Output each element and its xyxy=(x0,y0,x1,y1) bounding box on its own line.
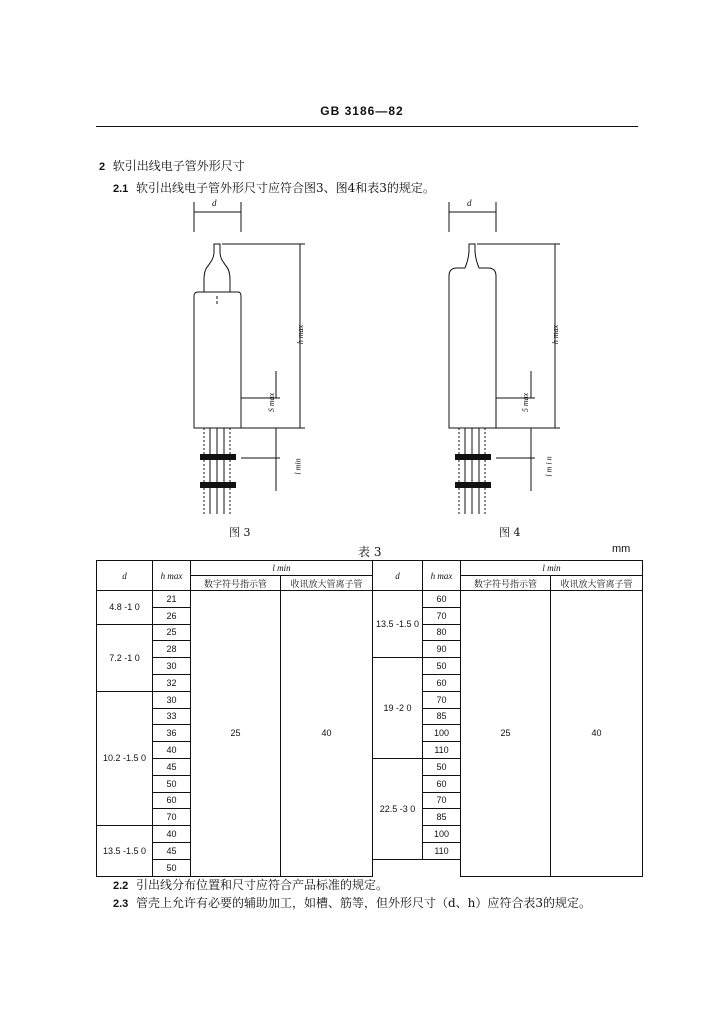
d-cell-right: 22.5 -3 0 xyxy=(373,758,423,859)
h-cell: 40 xyxy=(153,826,191,843)
h-cell-right: 85 xyxy=(423,809,461,826)
figure-3-drawing xyxy=(180,196,330,521)
sub-amplifier: 收讯放大管离子管 xyxy=(281,576,373,591)
col-d-right: d xyxy=(373,561,423,591)
h-cell-right: 60 xyxy=(423,775,461,792)
table-3 xyxy=(96,560,643,877)
h-cell: 36 xyxy=(153,725,191,742)
h-cell-right: 100 xyxy=(423,826,461,843)
h-cell: 30 xyxy=(153,691,191,708)
fig3-caption: 图 3 xyxy=(229,526,251,539)
fig4-d-label: d xyxy=(467,198,472,208)
figure-4-drawing xyxy=(435,196,585,521)
section-heading: 2 软引出线电子管外形尺寸 xyxy=(99,159,245,173)
h-cell: 30 xyxy=(153,658,191,675)
l-amplifier-cell: 40 xyxy=(281,591,373,877)
h-cell: 26 xyxy=(153,607,191,624)
h-cell-right: 80 xyxy=(423,624,461,641)
h-cell: 33 xyxy=(153,708,191,725)
h-cell: 28 xyxy=(153,641,191,658)
d-cell: 4.8 -1 0 xyxy=(97,591,153,625)
l-amplifier-cell-right: 40 xyxy=(551,591,643,877)
h-cell-right: 60 xyxy=(423,591,461,608)
d-cell-right: 13.5 -1.5 0 xyxy=(373,591,423,658)
h-cell-right: 70 xyxy=(423,792,461,809)
h-cell-right: 70 xyxy=(423,607,461,624)
h-cell-right: 60 xyxy=(423,674,461,691)
h-cell: 45 xyxy=(153,758,191,775)
page-header: GB 3186—82 xyxy=(320,104,404,118)
h-cell: 25 xyxy=(153,624,191,641)
fig4-caption: 图 4 xyxy=(499,526,521,539)
h-cell-right: 110 xyxy=(423,742,461,759)
h-cell: 50 xyxy=(153,859,191,876)
h-cell-right: 85 xyxy=(423,708,461,725)
l-indicator-cell-right: 25 xyxy=(461,591,551,877)
paragraph-2-1: 2.1 软引出线电子管外形尺寸应符合图3、图4和表3的规定。 xyxy=(113,181,435,195)
d-cell: 7.2 -1 0 xyxy=(97,624,153,691)
d-cell: 13.5 -1.5 0 xyxy=(97,826,153,876)
fig3-l-label: l min xyxy=(293,458,303,475)
col-h: h max xyxy=(153,561,191,591)
h-cell-right: 70 xyxy=(423,691,461,708)
h-cell: 70 xyxy=(153,809,191,826)
h-cell-right: 50 xyxy=(423,758,461,775)
h-cell: 45 xyxy=(153,842,191,859)
h-cell: 40 xyxy=(153,742,191,759)
col-d: d xyxy=(97,561,153,591)
sub-indicator: 数字符号指示管 xyxy=(191,576,281,591)
table-unit: mm xyxy=(612,543,631,555)
table-row xyxy=(97,591,643,608)
h-cell-right: 50 xyxy=(423,658,461,675)
fig3-s-label: S max xyxy=(267,392,277,413)
h-cell-right: 110 xyxy=(423,842,461,859)
h-cell: 32 xyxy=(153,674,191,691)
h-cell-right: 90 xyxy=(423,641,461,658)
d-cell: 10.2 -1.5 0 xyxy=(97,691,153,825)
paragraph-2-2: 2.2 引出线分布位置和尺寸应符合产品标准的规定。 xyxy=(113,878,388,892)
col-l-right: l min xyxy=(461,561,643,576)
fig4-h-label: h max xyxy=(551,324,561,345)
h-cell: 50 xyxy=(153,775,191,792)
l-indicator-cell: 25 xyxy=(191,591,281,877)
d-cell-right: 19 -2 0 xyxy=(373,658,423,759)
fig3-h-label: h max xyxy=(296,324,306,345)
header-rule xyxy=(96,126,638,127)
sub-amplifier-right: 收讯放大管离子管 xyxy=(551,576,643,591)
paragraph-2-3: 2.3 管壳上允许有必要的辅助加工，如槽、筋等，但外形尺寸（d、h）应符合表3的规定。 xyxy=(113,896,591,910)
sub-indicator-right: 数字符号指示管 xyxy=(461,576,551,591)
table-title: 表 3 xyxy=(358,545,382,559)
table-body xyxy=(97,591,643,877)
col-l: l min xyxy=(191,561,373,576)
h-cell: 60 xyxy=(153,792,191,809)
fig3-d-label: d xyxy=(212,198,217,208)
fig4-l-label: l m i n xyxy=(544,456,554,477)
col-h-right: h max xyxy=(423,561,461,591)
h-cell: 21 xyxy=(153,591,191,608)
fig4-s-label: 5 max xyxy=(521,392,531,413)
h-cell-right: 100 xyxy=(423,725,461,742)
